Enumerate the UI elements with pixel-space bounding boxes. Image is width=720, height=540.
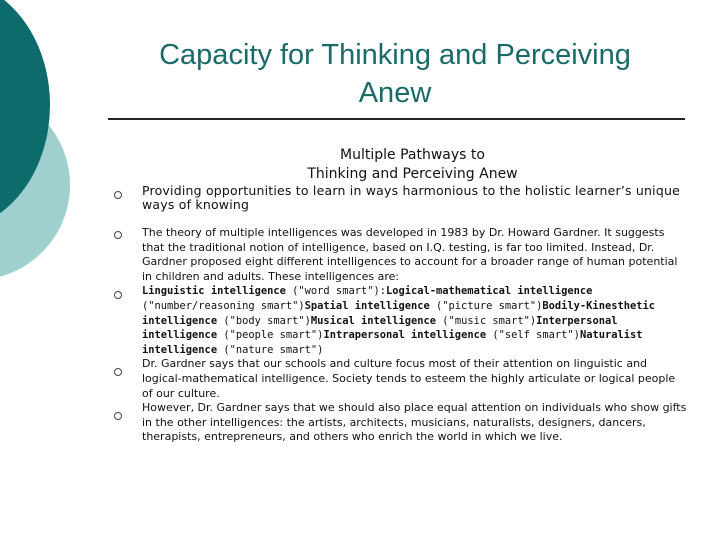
bullet-circle-icon	[114, 191, 122, 199]
intelligence-interpersonal: Interpersonal intelligence	[142, 314, 618, 342]
paragraph-equal-attention: However, Dr. Gardner says that we should also place equal attention on individuals who show gifts in the other intelligences: the artists, architects, musicians, naturalists, designers, dancers, therapists, entrepreneurs, and others who enrich the world in which we live.	[142, 401, 687, 444]
intelligence-linguistic-desc: ("word smart"):	[285, 285, 386, 298]
bullet-text-1: Providing opportunities to learn in ways harmonious to the holistic learner’s unique ways of knowing	[142, 183, 680, 212]
intelligence-intrapersonal-desc: ("self smart")	[486, 329, 580, 342]
paragraph-intro: The theory of multiple intelligences was developed in 1983 by Dr. Howard Gardner. It suggests that the traditional notion of intelligence, based on I.Q. testing, is far too limited. Instead, Dr. Gardner proposed eight different intelligences to account for a broader range of human potential in children and adults. These intelligences are:	[142, 226, 678, 283]
intelligence-naturalist: Naturalist intelligence	[142, 329, 643, 356]
intelligence-spatial-desc: ("picture smart")	[429, 299, 543, 312]
intelligence-naturalist-desc: ("nature smart")	[217, 343, 324, 356]
slide-subtitle	[240, 146, 585, 184]
intelligence-bodily-desc: ("body smart")	[217, 314, 311, 327]
title-divider	[108, 118, 685, 120]
intelligence-intrapersonal: Intrapersonal intelligence	[323, 329, 487, 342]
bullet-circle-icon	[114, 231, 122, 239]
slide-title	[100, 36, 690, 112]
intelligence-spatial: Spatial intelligence	[304, 299, 430, 312]
paragraph-focus: Dr. Gardner says that our schools and culture focus most of their attention on linguistic and logical-mathematical intelligence. Society tends to esteem the highly articulate or logical people of our culture.	[142, 357, 676, 400]
bullet-text-block	[142, 226, 687, 445]
intelligence-interpersonal-desc: ("people smart")	[217, 329, 324, 342]
title-line-2: Anew	[358, 77, 432, 109]
subtitle-line-1: Multiple Pathways to	[340, 147, 485, 163]
intelligences-list	[142, 284, 687, 357]
bullet-circle-icon	[114, 368, 122, 376]
bullet-circle-icon	[114, 291, 122, 299]
intelligence-logical-desc: ("number/reasoning smart")	[142, 299, 305, 312]
bullet-circle-icon	[114, 412, 122, 420]
intelligence-musical: Musical intelligence	[310, 314, 437, 327]
subtitle-line-2: Thinking and Perceiving Anew	[307, 166, 518, 182]
title-line-1: Capacity for Thinking and Perceiving	[159, 39, 631, 71]
intelligence-linguistic: Linguistic intelligence	[142, 285, 286, 298]
intelligence-logical: Logical-mathematical intelligence	[385, 285, 593, 298]
intelligence-musical-desc: ("music smart")	[436, 314, 537, 327]
intelligence-bodily: Bodily-Kinesthetic intelligence	[142, 299, 655, 327]
